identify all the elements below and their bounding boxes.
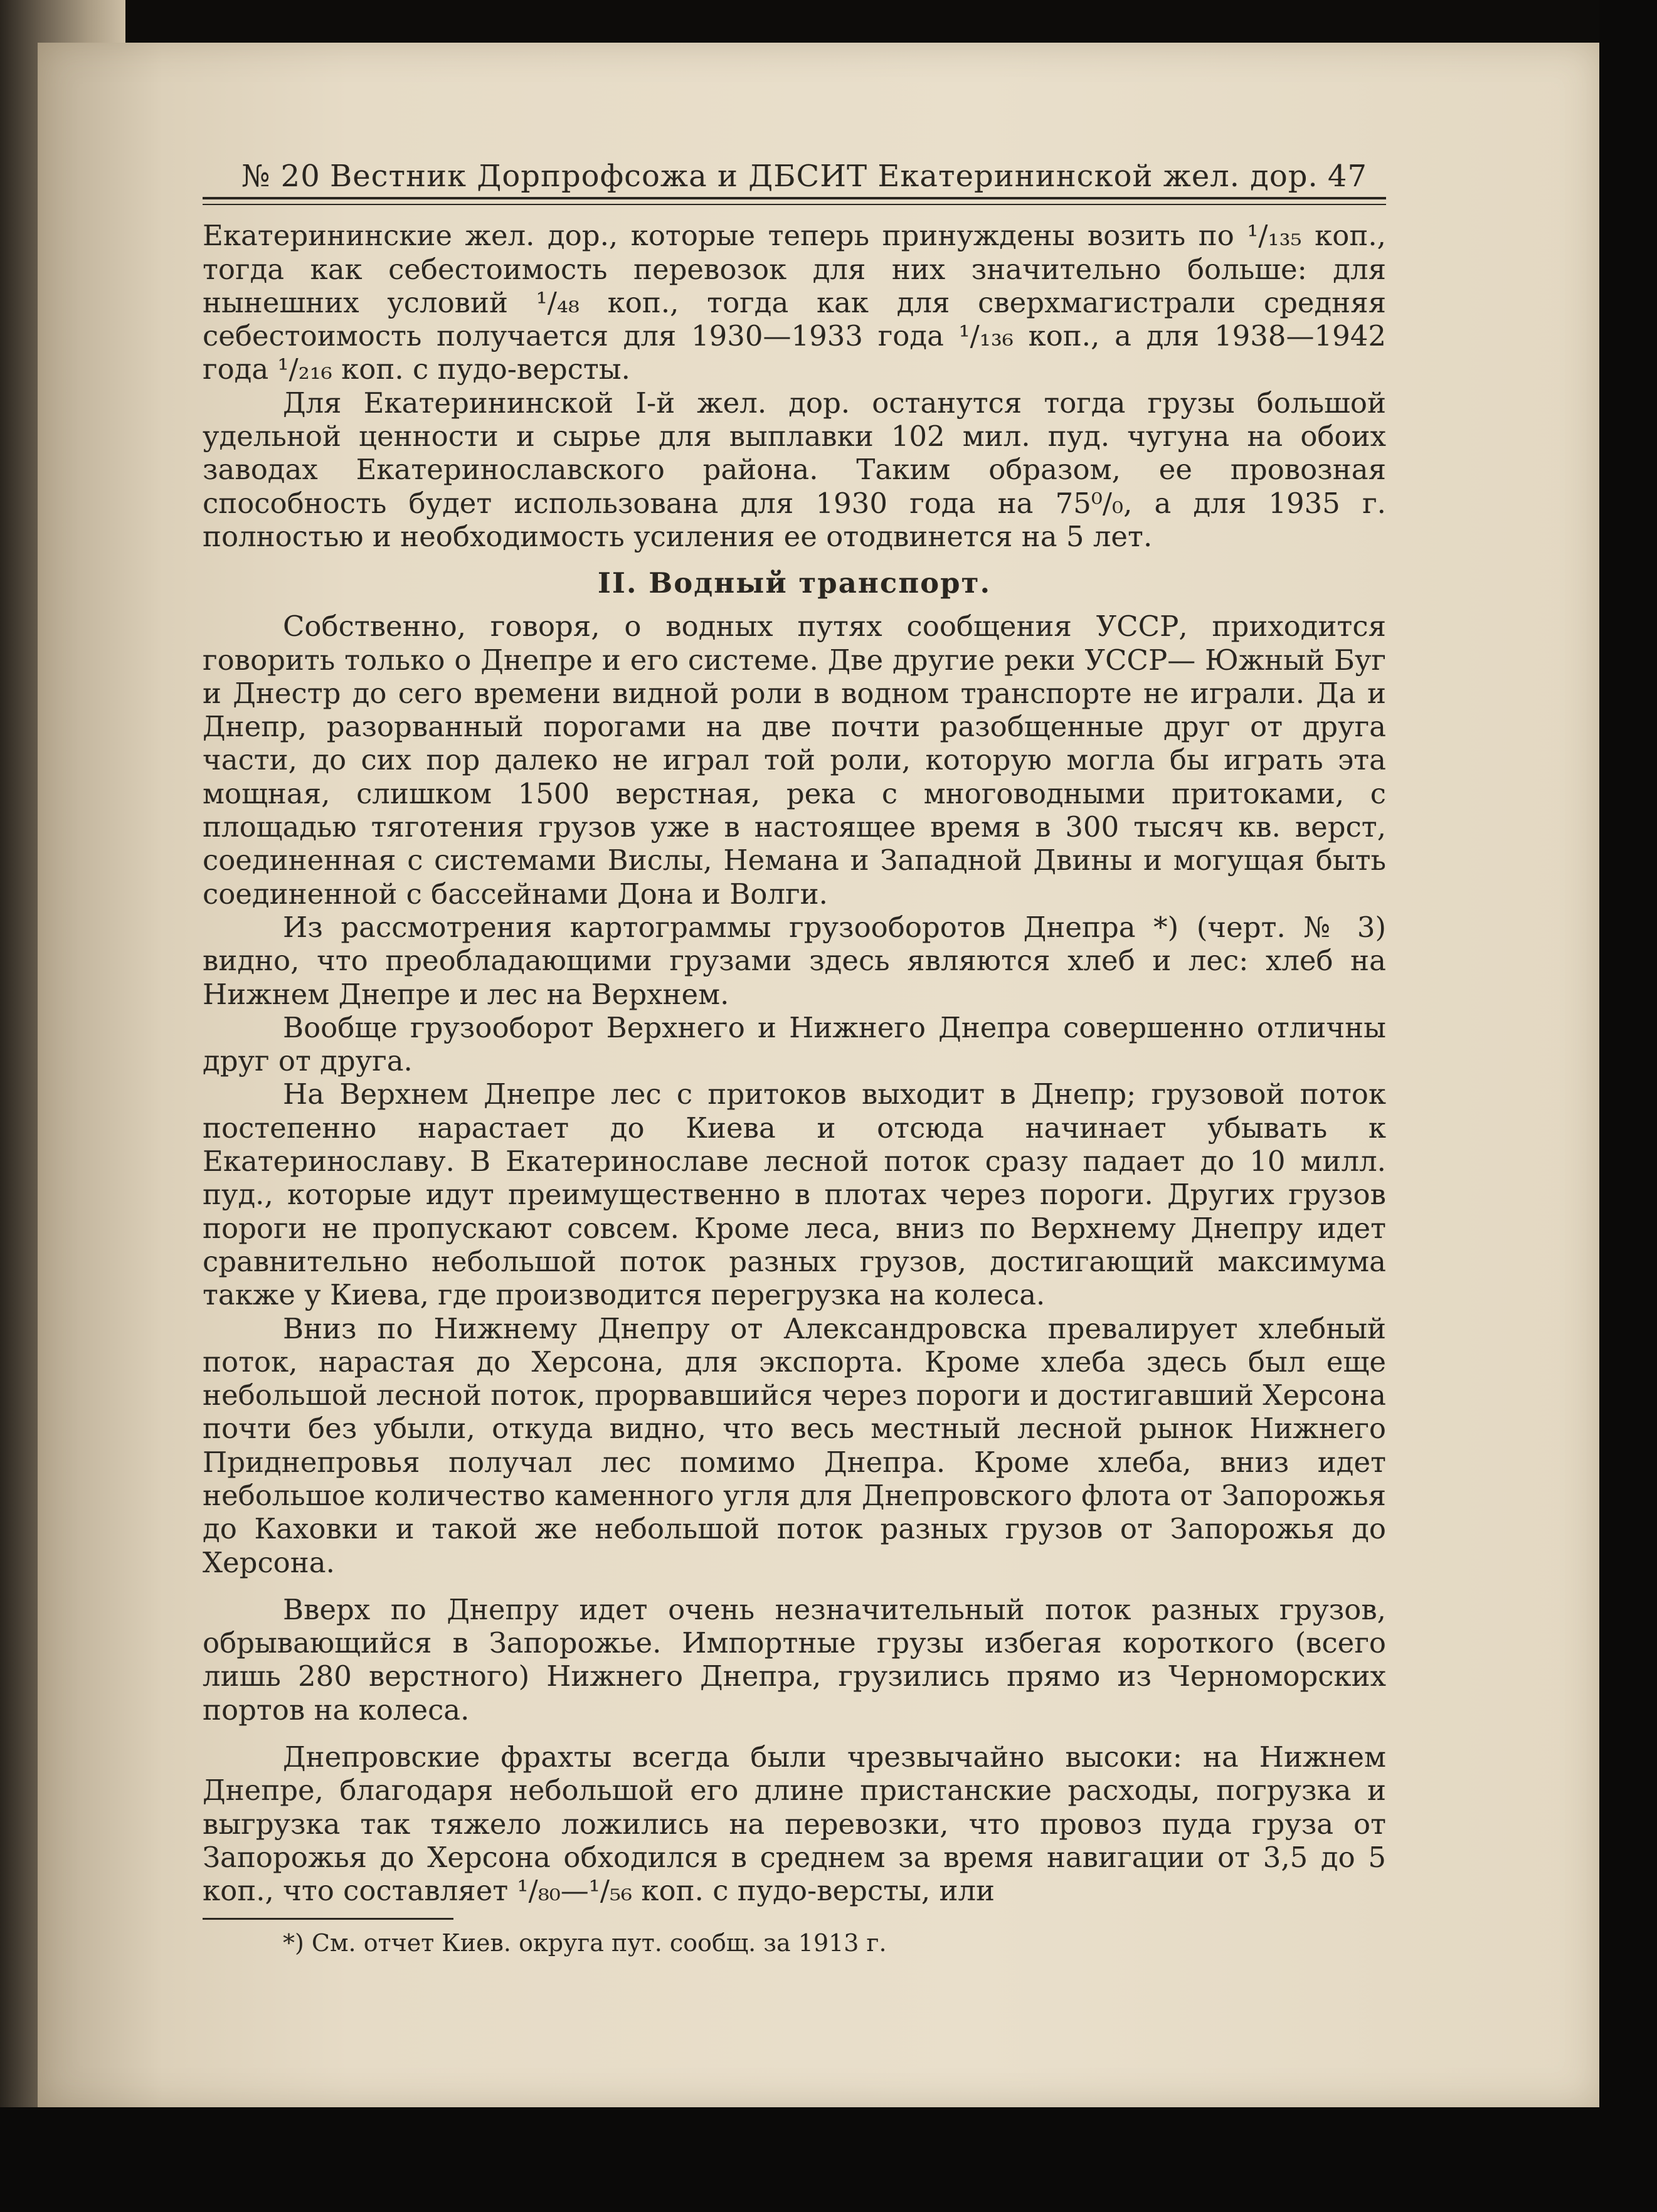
page-content xyxy=(203,160,1386,1959)
footnote: *) См. отчет Киев. округа пут. сообщ. за 1913 г. xyxy=(283,1929,887,1957)
paragraph: Для Екатерининской I-й жел. дор. останутся тогда грузы большой удельной ценности и сырье для выплавки 102 мил. пуд. чугуна на обоих заводах Екатеринославского района. Таким образом, ее провозная способность будет использована для 1930 года на 75⁰/₀, а для 1935 г. полностью и необходимость усиления ее отодвинется на 5 лет. xyxy=(203,386,1386,553)
paragraph: Днепровские фрахты всегда были чрезвычайно высоки: на Нижнем Днепре, благодаря небольшой его длине пристанские расходы, погрузка и выгрузка так тяжело ложились на перевозки, что провоз пуда груза от Запорожья до Херсона обходился в среднем за время навигации от 3,5 до 5 коп., что составляет ¹/₈₀—¹/₅₆ коп. с пудо-версты, или xyxy=(203,1740,1386,1908)
paragraph: Вниз по Нижнему Днепру от Александровска превалирует хлебный поток, нарастая до Херсона, для экспорта. Кроме хлеба здесь был еще небольшой лесной поток, прорвавшийся через пороги и достигавший Херсона почти без убыли, откуда видно, что весь местный лесной рынок Нижнего Приднепровья получал лес помимо Днепра. Кроме хлеба, вниз идет небольшое количество каменного угля для Днепровского флота от Запорожья до Каховки и такой же небольшой поток разных грузов от Запорожья до Херсона. xyxy=(203,1311,1386,1579)
paragraph: Из рассмотрения картограммы грузооборотов Днепра *) (черт. № 3) видно, что преобладающими грузами здесь являются хлеб и лес: хлеб на Нижнем Днепре и лес на Верхнем. xyxy=(203,910,1386,1011)
journal-title: Вестник Дорпрофсожа и ДБСИТ Екатерининской жел. дор. xyxy=(329,159,1318,194)
scan-border-bottom xyxy=(0,2107,1657,2212)
footnote-rule xyxy=(203,1918,453,1920)
header-rule xyxy=(203,197,1386,205)
paragraph: Собственно, говоря, о водных путях сообщения УССР, приходится говорить только о Днепре и его системе. Две другие реки УССР— Южный Буг и Днестр до сего времени видной роли в водном транспорте не играли. Да и Днепр, разорванный порогами на две почти разобщенные друг от друга части, до сих пор далеко не играл той роли, которую могла бы играть эта мощная, слишком 1500 верстная, река с многоводными притоками, с площадью тяготения грузов уже в настоящее время в 300 тысяч кв. верст, соединенная с системами Вислы, Немана и Западной Двины и могущая быть соединенной с бассейнами Дона и Волги. xyxy=(203,610,1386,911)
paragraph: Вообще грузооборот Верхнего и Нижнего Днепра совершенно отличны друг от друга. xyxy=(203,1010,1386,1078)
paragraph: На Верхнем Днепре лес с притоков выходит в Днепр; грузовой поток постепенно нарастает до Киева и отсюда начинает убывать к Екатеринославу. В Екатеринославе лесной поток сразу падает до 10 милл. пуд., которые идут преимущественно в плотах через пороги. Других грузов пороги не пропускают совсем. Кроме леса, вниз по Верхнему Днепру идет сравнительно небольшой поток разных грузов, достигающий максимума также у Киева, где производится перегрузка на колеса. xyxy=(203,1077,1386,1312)
paragraph: Екатерининские жел. дор., которые теперь принуждены возить по ¹/₁₃₅ коп., тогда как себестоимость перевозок для них значительно больше: для нынешних условий ¹/₄₈ коп., тогда как для сверхмагистрали средняя себестоимость получается для 1930—1933 года ¹/₁₃₆ коп., а для 1938—1942 года ¹/₂₁₆ коп. с пудо-версты. xyxy=(203,219,1386,386)
running-header xyxy=(203,160,1386,197)
section-heading: II. Водный транспорт. xyxy=(597,566,992,600)
page-number: 47 xyxy=(1327,159,1367,194)
paragraph: Вверх по Днепру идет очень незначительный поток разных грузов, обрывающийся в Запорожье. Импортные грузы избегая короткого (всего лишь 280 верстного) Нижнего Днепра, грузились прямо из Черноморских портов на колеса. xyxy=(203,1592,1386,1727)
scan-border-right xyxy=(1599,0,1657,2212)
issue-number: № 20 xyxy=(241,159,320,194)
